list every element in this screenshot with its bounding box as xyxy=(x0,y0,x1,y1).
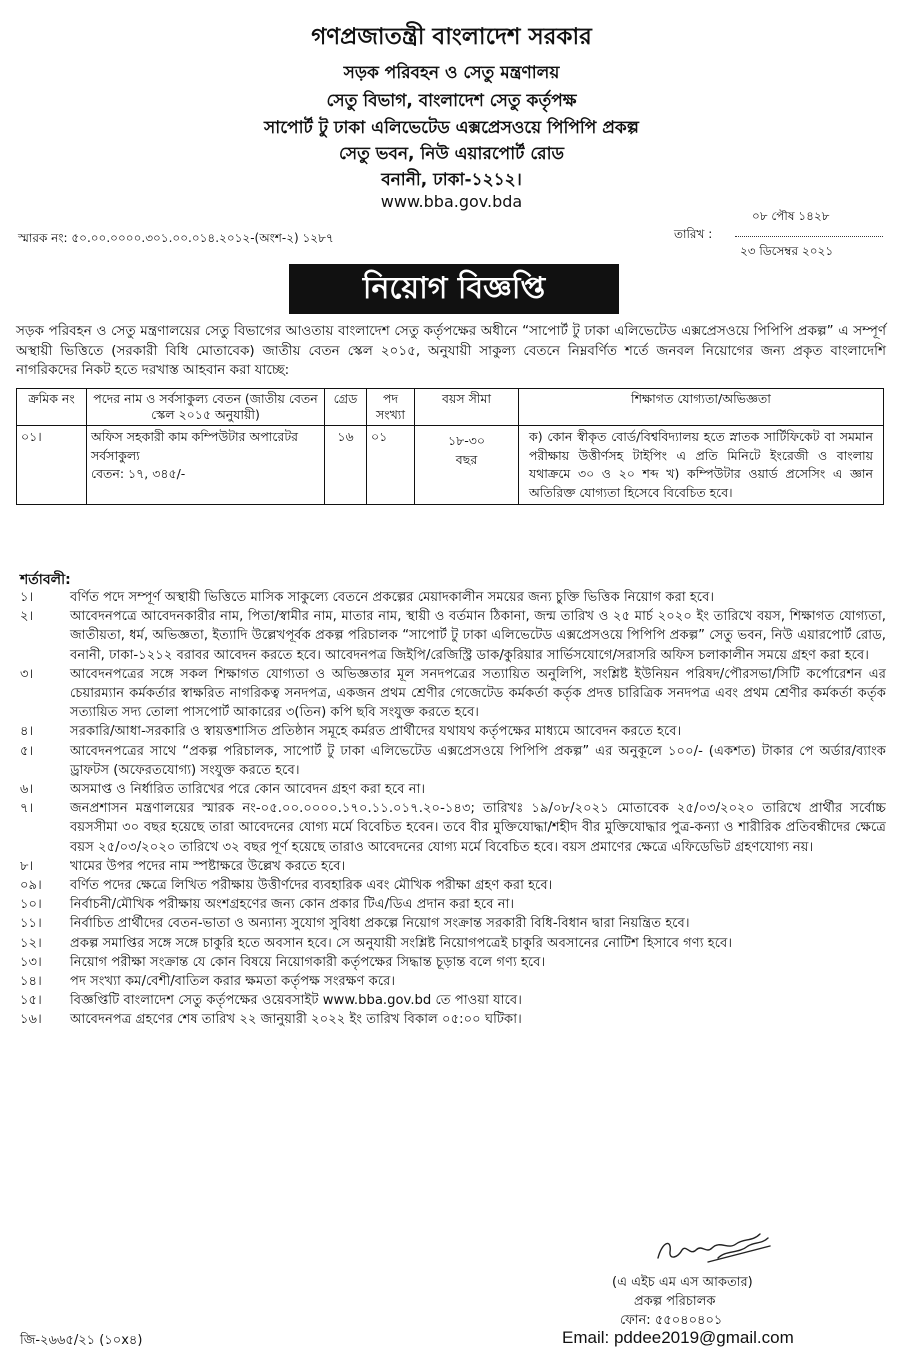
term-number: ৬। xyxy=(20,782,34,798)
term-text: নির্বাচনী/মৌখিক পরীক্ষায় অংশগ্রহণের জন্য কোন প্রকার টিএ/ডিএ প্রদান করা হবে না। xyxy=(70,897,515,913)
table-row xyxy=(17,426,884,505)
post-name: অফিস সহকারী কাম কম্পিউটার অপারেটর সর্বসাকুল্য xyxy=(91,429,299,463)
notice-title-banner xyxy=(289,264,619,314)
email-address[interactable]: Email: pddee2019@gmail.com xyxy=(562,1328,794,1347)
date-gregorian: ২৩ ডিসেম্বর ২০২১ xyxy=(740,244,834,258)
term-text: বর্ণিত পদে সম্পূর্ণ অস্থায়ী ভিত্তিতে মাসিক সাকুল্যে বেতনে প্রকল্পের মেয়াদকালীন সময়ের জন্য চুক্তি ভিত্তিক নিয়োগ করা হবে। xyxy=(70,590,715,605)
term-item xyxy=(20,665,886,723)
term-number: ১৩। xyxy=(20,954,42,970)
signatory-phone: ফোন: ৫৫০৪০৪০১ xyxy=(620,1313,723,1328)
term-number: ৩। xyxy=(20,666,34,682)
cell-qualification: ক) কোন স্বীকৃত বোর্ড/বিশ্ববিদ্যালয় হতে স্নাতক সার্টিফিকেট বা সমমান পরীক্ষায় উত্তীর্ণসহ টাইপিং এ প্রতি মিনিটে ইংরেজী ও বাংলায় যথাক্রমে ৩০ ও ২০ শব্দ খ) কম্পিউটার ওয়ার্ড প্রসেসিং এ জ্ঞান অতিরিক্ত যোগ্যতা হিসেবে বিবেচিত হবে। xyxy=(519,426,884,505)
term-number: ১৬। xyxy=(20,1012,42,1028)
term-number: ১৫। xyxy=(20,993,42,1009)
cell-count: ০১ xyxy=(367,426,415,505)
term-text: পদ সংখ্যা কম/বেশী/বাতিল করার ক্ষমতা কর্তৃপক্ষ সংরক্ষণ করে। xyxy=(70,974,396,990)
term-item xyxy=(20,1010,886,1029)
government-title: গণপ্রজাতন্ত্রী বাংলাদেশ সরকার xyxy=(311,24,592,50)
term-item xyxy=(20,588,886,607)
term-number: ১। xyxy=(20,590,34,605)
term-number: ৭। xyxy=(20,801,34,817)
term-item xyxy=(20,895,886,914)
header-qualification: শিক্ষাগত যোগ্যতা/অভিজ্ঞতা xyxy=(519,389,884,426)
term-item xyxy=(20,991,886,1010)
term-item xyxy=(20,722,886,741)
term-item xyxy=(20,953,886,972)
term-text: বর্ণিত পদের ক্ষেত্রে লিখিত পরীক্ষায় উত্তীর্ণদের ব্যবহারিক এবং মৌখিক পরীক্ষা গ্রহণ করা হবে। xyxy=(70,878,553,894)
memo-reference: স্মারক নং: ৫০.০০.০০০০.৩০১.০০.০১৪.২০১২-(অংশ-২) ১২৮৭ xyxy=(18,231,334,245)
term-text: আবেদনপত্রের সাথে “প্রকল্প পরিচালক, সাপোর্ট টু ঢাকা এলিভেটেড এক্সপ্রেসওয়ে পিপিপি প্রকল্প” এর অনুকূলে ১০০/- (একশত) টাকার পে অর্ডার/ব্যাংক ড্রাফটস (অফেরতযোগ্য) সংযুক্ত করতে হবে। xyxy=(70,743,886,778)
term-text: নির্বাচিত প্রার্থীদের বেতন-ভাতা ও অন্যান্য সুযোগ সুবিধা প্রকল্পে নিয়োগ সংক্রান্ত সরকারী বিধি-বিধান দ্বারা নিয়ন্ত্রিত হবে। xyxy=(70,916,690,932)
term-item xyxy=(20,799,886,857)
term-text: নিয়োগ পরীক্ষা সংক্রান্ত যে কোন বিষয়ে নিয়োগকারী কর্তৃপক্ষের সিদ্ধান্ত চূড়ান্ত বলে গণ্য হবে। xyxy=(70,954,546,970)
term-item xyxy=(20,742,886,780)
header-age: বয়স সীমা xyxy=(415,389,519,426)
term-number: ১১। xyxy=(20,916,42,932)
building-address: সেতু ভবন, নিউ এয়ারপোর্ট রোড xyxy=(338,144,565,164)
term-number: ২। xyxy=(20,609,34,625)
terms-heading: শর্তাবলী: xyxy=(20,572,71,588)
notice-title: নিয়োগ বিজ্ঞপ্তি xyxy=(362,270,546,306)
header-post: পদের নাম ও সর্বসাকুল্য বেতন (জাতীয় বেতন স্কেল ২০১৫ অনুযায়ী) xyxy=(87,389,325,426)
header-serial: ক্রমিক নং xyxy=(17,389,87,426)
term-text: আবেদনপত্রের সঙ্গে সকল শিক্ষাগত যোগ্যতা ও অভিজ্ঞতার মূল সনদপত্রের সত্যায়িত অনুলিপি, সংশ্লিষ্ট ইউনিয়ন পরিষদ/পৌরসভা/সিটি কর্পোরেশন এর চেয়ারম্যান কর্মকর্তার স্বাক্ষরিত নাগরিকত্ব সনদপত্র, একজন প্রথম শ্রেণীর গেজেটেড কর্মকর্তা কর্তৃক প্রদত্ত চারিত্রিক সনদপত্র এবং প্রথম শ্রেণীর কর্মকর্তা কর্তৃক সত্যায়িত সদ্য তোলা পাসপোর্ট আকারের ৩(তিন) কপি ছবি সংযুক্ত করতে হবে। xyxy=(70,666,886,721)
term-number: ৫। xyxy=(20,743,34,759)
signatory-title: প্রকল্প পরিচালক xyxy=(634,1294,716,1309)
header-count: পদ সংখ্যা xyxy=(367,389,415,426)
cell-age: ১৮-৩০ বছর xyxy=(415,426,519,505)
terms-list xyxy=(20,588,886,1030)
term-number: ১০। xyxy=(20,897,42,913)
term-text: আবেদনপত্র গ্রহণের শেষ তারিখ ২২ জানুয়ারী ২০২২ ইং তারিখ বিকাল ০৫:০০ ঘটিকা। xyxy=(70,1012,522,1028)
signatory-name: (এ এইচ এম এস আকতার) xyxy=(612,1275,753,1290)
ad-code: জি-২৬৬৫/২১ (১০x৪) xyxy=(20,1333,143,1348)
term-item xyxy=(20,914,886,933)
term-number: ৮। xyxy=(20,858,34,874)
term-text: সরকারি/আধা-সরকারি ও স্বায়ত্তশাসিত প্রতিষ্ঠান সমূহে কর্মরত প্রার্থীদের যথাযথ কর্তৃপক্ষের মাধ্যমে আবেদন করতে হবে। xyxy=(70,724,682,740)
date-label: তারিখ : xyxy=(674,227,713,241)
cell-serial: ০১। xyxy=(17,426,87,505)
division-name: সেতু বিভাগ, বাংলাদেশ সেতু কর্তৃপক্ষ xyxy=(326,91,577,111)
term-item xyxy=(20,607,886,665)
city-address: বনানী, ঢাকা-১২১২। xyxy=(381,170,522,190)
handwritten-signature xyxy=(648,1228,778,1270)
term-text: খামের উপর পদের নাম স্পষ্টাক্ষরে উল্লেখ করতে হবে। xyxy=(70,858,346,874)
term-item xyxy=(20,934,886,953)
cell-grade: ১৬ xyxy=(325,426,367,505)
term-item xyxy=(20,780,886,799)
term-text: অসমাপ্ত ও নির্ধারিত তারিখের পরে কোন আবেদন গ্রহণ করা হবে না। xyxy=(70,782,426,798)
post-salary: বেতন: ১৭, ৩৪৫/- xyxy=(91,466,186,481)
cell-post xyxy=(87,426,325,505)
term-number: ১৪। xyxy=(20,974,42,990)
intro-paragraph: সড়ক পরিবহন ও সেতু মন্ত্রণালয়ের সেতু বিভাগের আওতায় বাংলাদেশ সেতু কর্তৃপক্ষের অধীনে “সাপোর্ট টু ঢাকা এলিভেটেড এক্সপ্রেসওয়ে পিপিপি প্রকল্প” এ সম্পূর্ণ অস্থায়ী ভিত্তিতে (সরকারী বিধি মোতাবেক) জাতীয় বেতন স্কেল ২০১৫, অনুযায়ী সাকুল্য বেতনে নিম্নবর্ণিত শর্তে জনবল নিয়োগের জন্য প্রকৃত বাংলাদেশি নাগরিকদের নিকট হতে দরখাস্ত আহবান করা যাচ্ছে: xyxy=(16,323,886,378)
date-bangla: ০৮ পৌষ ১৪২৮ xyxy=(752,209,830,223)
term-number: ৪। xyxy=(20,724,34,740)
term-text: প্রকল্প সমাপ্তির সঙ্গে সঙ্গে চাকুরি হতে অবসান হবে। সে অনুযায়ী সংশ্লিষ্ট নিয়োগপত্রেই চাকুরি অবসানের নোটিশ হিসাবে গণ্য হবে। xyxy=(70,935,733,951)
term-text: বিজ্ঞপ্তিটি বাংলাদেশ সেতু কর্তৃপক্ষের ওয়েবসাইট www.bba.gov.bd তে পাওয়া যাবে। xyxy=(70,993,522,1009)
term-text: জনপ্রশাসন মন্ত্রণালয়ের স্মারক নং-০৫.০০.০০০০.১৭০.১১.০১৭.২০-১৪৩; তারিখঃ ১৯/০৮/২০২১ মোতাবেক ২৫/০৩/২০২০ তারিখে প্রার্থীর সর্বোচ্চ বয়সসীমা ৩০ বছর হয়েছে তারা আবেদনের যোগ্য মর্মে বিবেচিত হবেন। তবে বীর মুক্তিযোদ্ধা/শহীদ বীর মুক্তিযোদ্ধার পুত্র-কন্যা ও শারীরিক প্রতিবন্ধীদের ক্ষেত্রে বয়স ২৫/০৩/২০২০ তারিখে ৩২ বছর পূর্ণ হয়েছে তারাও আবেদনের যোগ্য মর্মে বিবেচিত হবে। বয়স প্রমাণের ক্ষেত্রে এফিডেভিট গ্রহণযোগ্য নয়। xyxy=(70,801,886,855)
term-item xyxy=(20,972,886,991)
term-text: আবেদনপত্রে আবেদনকারীর নাম, পিতা/স্বামীর নাম, মাতার নাম, স্থায়ী ও বর্তমান ঠিকানা, জন্ম তারিখ ও ২৫ মার্চ ২০২০ ইং তারিখে বয়স, শিক্ষাগত যোগ্যতা, জাতীয়তা, ধর্ম, অভিজ্ঞতা, ইত্যাদি উল্লেখপূর্বক প্রকল্প পরিচালক “সাপোর্ট টু ঢাকা এলিভেটেড এক্সপ্রেসওয়ে পিপিপি প্রকল্প” সেতু ভবন, নিউ এয়ারপোর্ট রোড, বনানী, ঢাকা-১২১২ বরাবর আবেদন করতে হবে। আবেদনপত্র জিইপি/রেজিস্ট্রি ডাক/কুরিয়ার সার্ভিসযোগে/সরাসরি অফিস চলাকালীন সময়ে গ্রহণ করা হবে। xyxy=(70,609,886,663)
term-item xyxy=(20,876,886,895)
table-header-row xyxy=(17,389,884,426)
term-number: ১২। xyxy=(20,935,42,951)
term-item xyxy=(20,857,886,876)
vacancy-table xyxy=(16,388,884,505)
term-number: ০৯। xyxy=(20,878,42,894)
header-grade: গ্রেড xyxy=(325,389,367,426)
date-divider xyxy=(735,236,883,237)
ministry-name: সড়ক পরিবহন ও সেতু মন্ত্রণালয় xyxy=(343,63,560,83)
project-name: সাপোর্ট টু ঢাকা এলিভেটেড এক্সপ্রেসওয়ে পিপিপি প্রকল্প xyxy=(264,118,639,138)
website-link[interactable]: www.bba.gov.bda xyxy=(380,192,523,211)
